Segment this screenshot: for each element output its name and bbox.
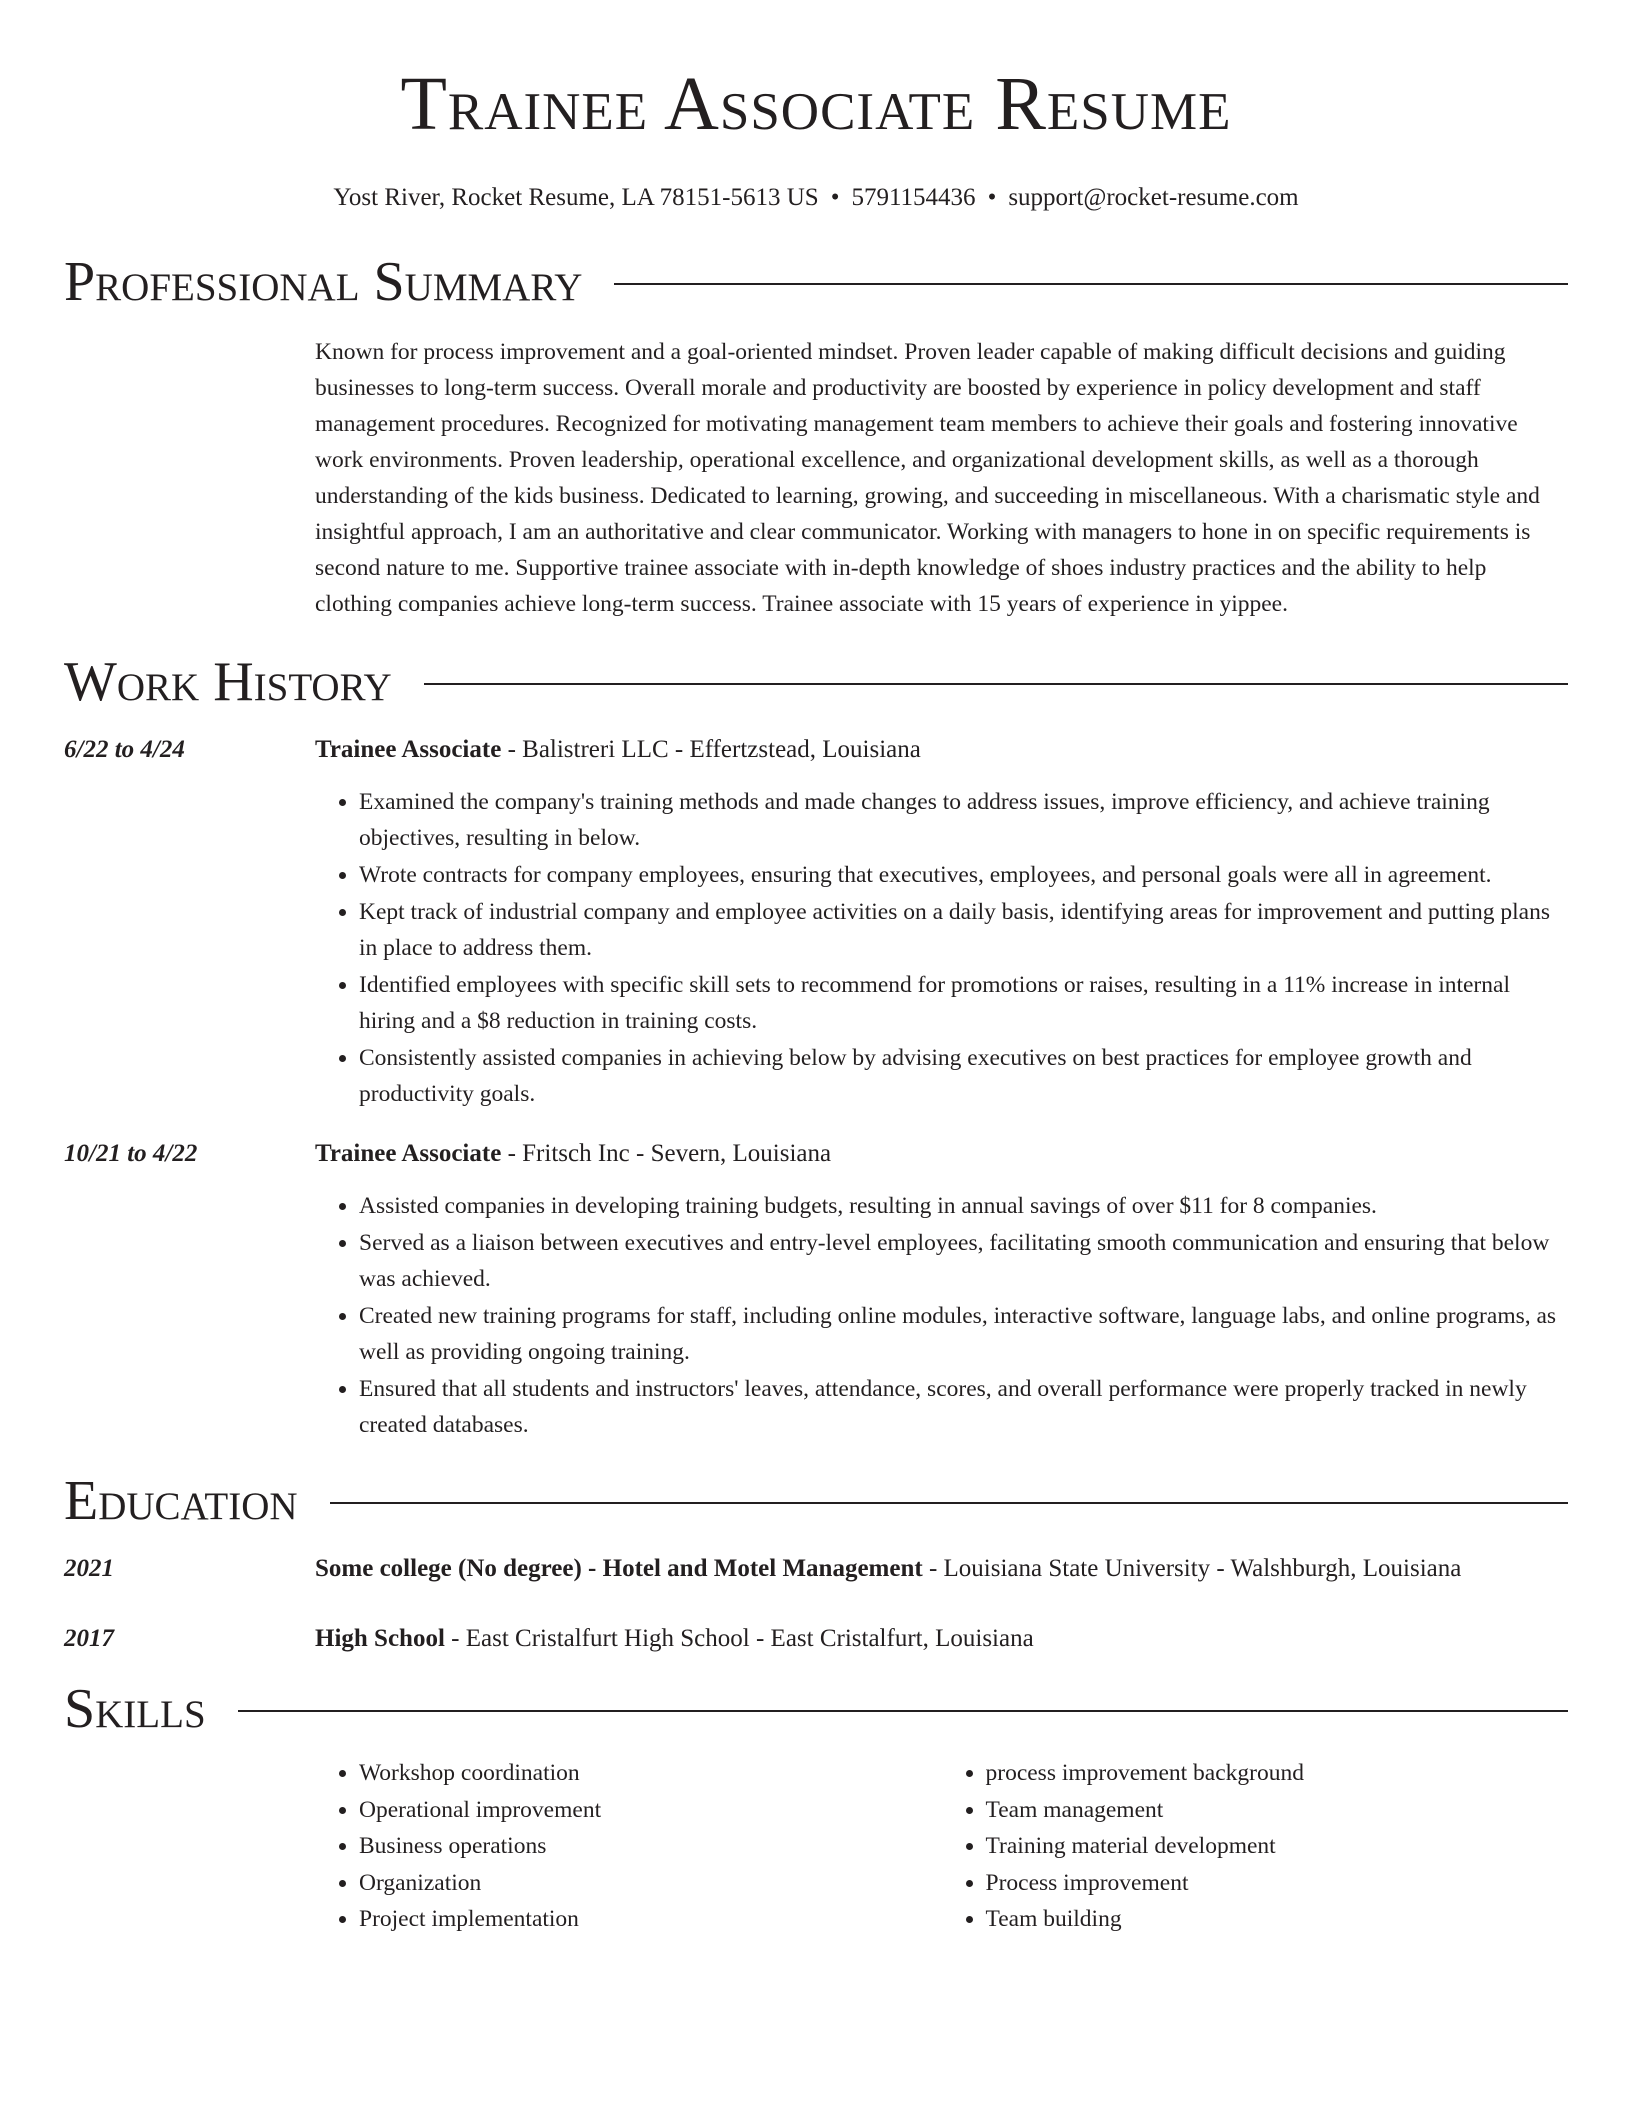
contact-email: support@rocket-resume.com [1008, 184, 1299, 211]
section-divider [238, 1710, 1568, 1712]
education-heading [315, 1551, 1568, 1587]
job-title: Trainee Associate [315, 736, 502, 763]
contact-address: Yost River, Rocket Resume, LA 78151-5613 US [333, 184, 819, 211]
list-item: • Served as a liaison between executives and entry-level employees, facilitating smooth communication and ensuring that below was achieved. [359, 1225, 1568, 1297]
section-header-work [64, 650, 1568, 714]
section-divider [614, 283, 1568, 285]
skill-item: • Training material development [986, 1828, 1569, 1865]
job-dates: 10/21 to 4/22 [64, 1140, 198, 1167]
skill-item: • process improvement background [986, 1755, 1569, 1792]
skills-list [64, 1755, 1568, 1938]
education-degree: High School [315, 1625, 445, 1652]
contact-line [64, 182, 1568, 214]
resume-title: Trainee Associate Resume [400, 62, 1232, 146]
education-entry [64, 1551, 1568, 1587]
list-item: • Consistently assisted companies in achieving below by advising executives on best practices for employee growth and productivity goals. [359, 1040, 1568, 1112]
education-entry [64, 1621, 1568, 1657]
skill-item: • Team management [986, 1792, 1569, 1829]
contact-separator: • [830, 184, 840, 211]
education-year: 2017 [64, 1625, 114, 1652]
section-title-skills: Skills [64, 1678, 206, 1740]
section-divider [424, 683, 1568, 685]
education-details: - East Cristalfurt High School - East Cristalfurt, Louisiana [444, 1625, 1034, 1652]
skill-item: • Organization [359, 1865, 942, 1902]
list-item: • Examined the company's training methods and made changes to address issues, improve efficiency, and achieve training objectives, resulting in below. [359, 784, 1568, 856]
section-title-summary: Professional Summary [64, 251, 583, 313]
list-item: • Assisted companies in developing training budgets, resulting in annual savings of over $11 for 8 companies. [359, 1188, 1568, 1224]
summary-text: Known for process improvement and a goal-oriented mindset. Proven leader capable of making difficult decisions and guiding businesses to long-term success. Overall morale and productivity are boosted by experience in policy development and staff management procedures. Recognized for motivating management team members to achieve their goals and fostering innovative work environments. Proven leadership, operational excellence, and organizational development skills, as well as a thorough understanding of the kids business. Dedicated to learning, growing, and succeeding in miscellaneous. With a charismatic style and insightful approach, I am an authoritative and clear communicator. Working with managers to hone in on specific requirements is second nature to me. Supportive trainee associate with in-depth knowledge of shoes industry practices and the ability to help clothing companies achieve long-term success. Trainee associate with 15 years of experience in yippee. [315, 339, 1540, 617]
skill-item: • Workshop coordination [359, 1755, 942, 1792]
job-heading [315, 732, 1568, 768]
education-degree: Some college (No degree) - Hotel and Motel Management [315, 1555, 923, 1582]
list-item: • Identified employees with specific skill sets to recommend for promotions or raises, resulting in a 11% increase in internal hiring and a $8 reduction in training costs. [359, 967, 1568, 1039]
job-bullets [315, 784, 1568, 1112]
section-header-skills [64, 1677, 1568, 1741]
list-item: • Created new training programs for staff, including online modules, interactive software, language labs, and online programs, as well as providing ongoing training. [359, 1298, 1568, 1370]
section-header-education [64, 1469, 1568, 1533]
job-details: - Balistreri LLC - Effertzstead, Louisiana [501, 736, 921, 763]
job-entry [64, 732, 1568, 1112]
skills-column-right [942, 1755, 1569, 1938]
contact-separator: • [987, 184, 997, 211]
skills-column-left [315, 1755, 942, 1938]
section-divider [330, 1502, 1568, 1504]
skill-item: • Business operations [359, 1828, 942, 1865]
list-item: • Wrote contracts for company employees, ensuring that executives, employees, and personal goals were all in agreement. [359, 857, 1568, 893]
list-item: • Ensured that all students and instructors' leaves, attendance, scores, and overall performance were properly tracked in newly created databases. [359, 1371, 1568, 1443]
job-heading [315, 1136, 1568, 1172]
skill-item: • Project implementation [359, 1901, 942, 1938]
contact-phone: 5791154436 [851, 184, 976, 211]
job-entry [64, 1136, 1568, 1443]
section-header-summary [64, 250, 1568, 314]
education-heading [315, 1621, 1568, 1657]
education-year: 2021 [64, 1555, 114, 1582]
list-item: • Kept track of industrial company and employee activities on a daily basis, identifying areas for improvement and putting plans in place to address them. [359, 894, 1568, 966]
section-title-work: Work History [64, 651, 392, 713]
education-details: - Louisiana State University - Walshburgh, Louisiana [922, 1555, 1462, 1582]
section-title-education: Education [64, 1470, 298, 1532]
job-title: Trainee Associate [315, 1140, 502, 1167]
skill-item: • Operational improvement [359, 1792, 942, 1829]
job-details: - Fritsch Inc - Severn, Louisiana [501, 1140, 832, 1167]
skill-item: • Process improvement [986, 1865, 1569, 1902]
skill-item: • Team building [986, 1901, 1569, 1938]
job-bullets [315, 1188, 1568, 1443]
job-dates: 6/22 to 4/24 [64, 736, 185, 763]
